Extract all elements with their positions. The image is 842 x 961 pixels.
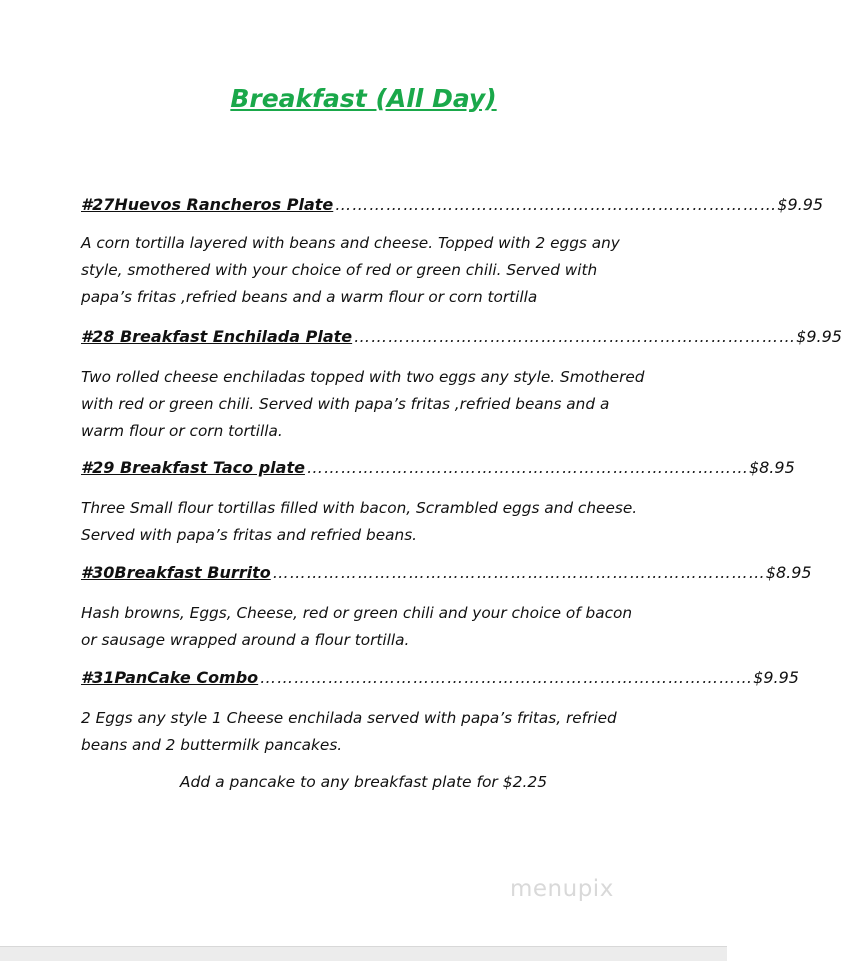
menu-item-heading — [81, 327, 842, 351]
menu-item-price: $9.95 — [753, 668, 799, 687]
page-title: Breakfast (All Day) — [230, 84, 497, 113]
menu-item-description: A corn tortilla layered with beans and cheese. Topped with 2 eggs any style, smothered with your choice of red or green chili. Served with papa’s fritas ,refried beans and a warm flour or corn tortilla — [81, 234, 620, 306]
menu-item-description: Two rolled cheese enchiladas topped with two eggs any style. Smothered with red or green chili. Served with papa’s fritas ,refried beans and a warm flour or corn tortilla. — [81, 368, 645, 440]
menu-item-heading — [81, 668, 799, 692]
menu-item-description: Hash browns, Eggs, Cheese, red or green chili and your choice of bacon or sausage wrapped around a flour tortilla. — [81, 604, 633, 649]
menu-item-heading — [81, 195, 824, 219]
leader-dots: …………………………………………………………………………… — [272, 563, 766, 582]
menu-item-name: #30Breakfast Burrito — [81, 563, 271, 582]
leader-dots: …………………………………………………………………… — [354, 327, 797, 346]
menu-item-price: $8.95 — [748, 458, 795, 477]
menu-item-name: #29 Breakfast Taco plate — [81, 458, 305, 477]
menu-item-description: Three Small flour tortillas filled with bacon, Scrambled eggs and cheese. Served with papa’s fritas and refried beans. — [81, 499, 638, 544]
bottom-bar — [0, 946, 727, 961]
menu-item-name: #28 Breakfast Enchilada Plate — [81, 327, 353, 346]
leader-dots: …………………………………………………………………………… — [260, 668, 754, 687]
menu-item-name: #31PanCake Combo — [81, 668, 259, 687]
menu-item-name: #27Huevos Rancheros Plate — [81, 195, 334, 214]
menu-item-description: 2 Eggs any style 1 Cheese enchilada served with papa’s fritas, refried beans and 2 buttermilk pancakes. — [81, 709, 617, 754]
watermark-logo: menupix — [510, 876, 614, 902]
menu-item-heading — [81, 458, 795, 482]
leader-dots: …………………………………………………………………… — [335, 195, 778, 214]
leader-dots: …………………………………………………………………… — [306, 458, 749, 477]
menu-item-heading — [81, 563, 812, 587]
pancake-addon-note: Add a pancake to any breakfast plate for $2.25 — [179, 773, 548, 791]
menu-item-price: $9.95 — [777, 195, 824, 214]
menu-item-price: $8.95 — [765, 563, 812, 582]
menu-item-price: $9.95 — [796, 327, 842, 346]
